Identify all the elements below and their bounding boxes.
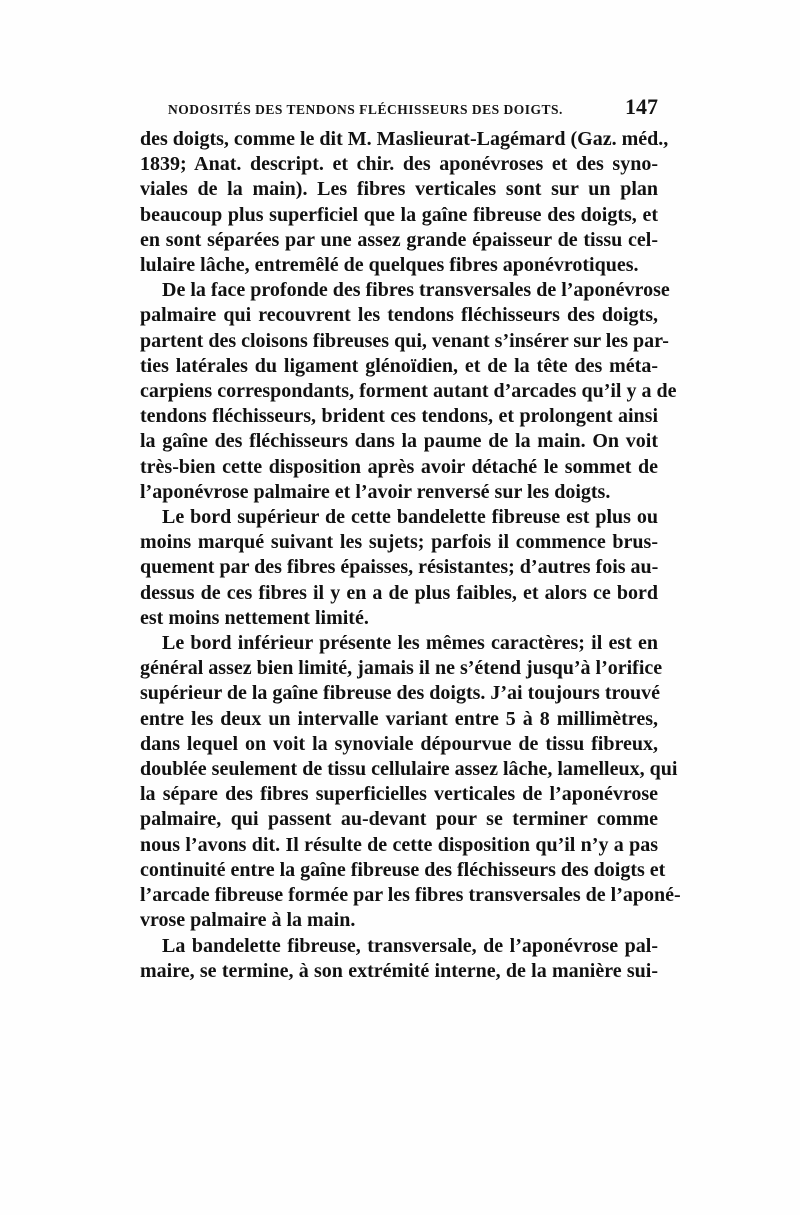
text-line: en sont séparées par une assez grande épaisseur de tissu cel-: [140, 228, 658, 251]
text-line: De la face profonde des fibres transversales de l’aponévrose: [162, 279, 670, 302]
running-head: [140, 94, 658, 124]
text-line: quement par des fibres épaisses, résistantes; d’autres fois au-: [140, 556, 659, 579]
text-line: carpiens correspondants, forment autant d’arcades qu’il y a de: [140, 380, 677, 403]
text-line: doublée seulement de tissu cellulaire assez lâche, lamelleux, qui: [140, 758, 678, 781]
text-line: ties latérales du ligament glénoïdien, et de la tête des méta-: [140, 354, 658, 377]
text-line: l’aponévrose palmaire et l’avoir renversé sur les doigts.: [140, 480, 611, 503]
text-line: nous l’avons dit. Il résulte de cette disposition qu’il n’y a pas: [140, 833, 658, 856]
text-line: entre les deux un intervalle variant entre 5 à 8 millimètres,: [140, 707, 658, 730]
text-line: la gaîne des fléchisseurs dans la paume de la main. On voit: [140, 430, 658, 453]
text-line: tendons fléchisseurs, brident ces tendons, et prolongent ainsi: [140, 405, 658, 428]
text-line: La bandelette fibreuse, transversale, de l’aponévrose pal-: [162, 934, 658, 957]
body-text: [140, 127, 681, 984]
text-line: moins marqué suivant les sujets; parfois il commence brus-: [140, 531, 658, 554]
running-title: NODOSITÉS DES TENDONS FLÉCHISSEURS DES DOIGTS.: [168, 102, 563, 117]
text-line: la sépare des fibres superficielles verticales de l’aponévrose: [140, 783, 658, 806]
text-line: maire, se termine, à son extrémité interne, de la manière sui-: [140, 959, 658, 982]
text-line: dans lequel on voit la synoviale dépourvue de tissu fibreux,: [140, 732, 658, 755]
text-line: vrose palmaire à la main.: [140, 909, 356, 932]
text-line: supérieur de la gaîne fibreuse des doigts. J’ai toujours trouvé: [140, 682, 661, 705]
text-line: palmaire, qui passent au-devant pour se terminer comme: [140, 808, 658, 831]
text-line: très-bien cette disposition après avoir détaché le sommet de: [140, 455, 658, 478]
text-line: dessus de ces fibres il y en a de plus faibles, et alors ce bord: [140, 581, 658, 604]
text-line: viales de la main). Les fibres verticales sont sur un plan: [140, 178, 658, 201]
text-line: général assez bien limité, jamais il ne s’étend jusqu’à l’orifice: [140, 657, 663, 680]
text-line: beaucoup plus superficiel que la gaîne fibreuse des doigts, et: [140, 203, 658, 226]
text-line: est moins nettement limité.: [140, 606, 369, 629]
text-line: l’arcade fibreuse formée par les fibres transversales de l’aponé-: [140, 884, 681, 907]
text-line: continuité entre la gaîne fibreuse des fléchisseurs des doigts et: [140, 858, 666, 881]
text-line: des doigts, comme le dit M. Maslieurat-Lagémard (Gaz. méd.,: [140, 128, 669, 150]
text-line: lulaire lâche, entremêlé de quelques fibres aponévrotiques.: [140, 254, 639, 277]
text-line: partent des cloisons fibreuses qui, venant s’insérer sur les par-: [140, 329, 669, 352]
text-line: Le bord inférieur présente les mêmes caractères; il est en: [162, 632, 658, 655]
text-line: palmaire qui recouvrent les tendons fléchisseurs des doigts,: [140, 304, 658, 327]
text-line: 1839; Anat. descript. et chir. des aponévroses et des syno-: [140, 153, 658, 176]
page-number: 147: [625, 94, 658, 119]
text-line: Le bord supérieur de cette bandelette fibreuse est plus ou: [162, 506, 658, 529]
